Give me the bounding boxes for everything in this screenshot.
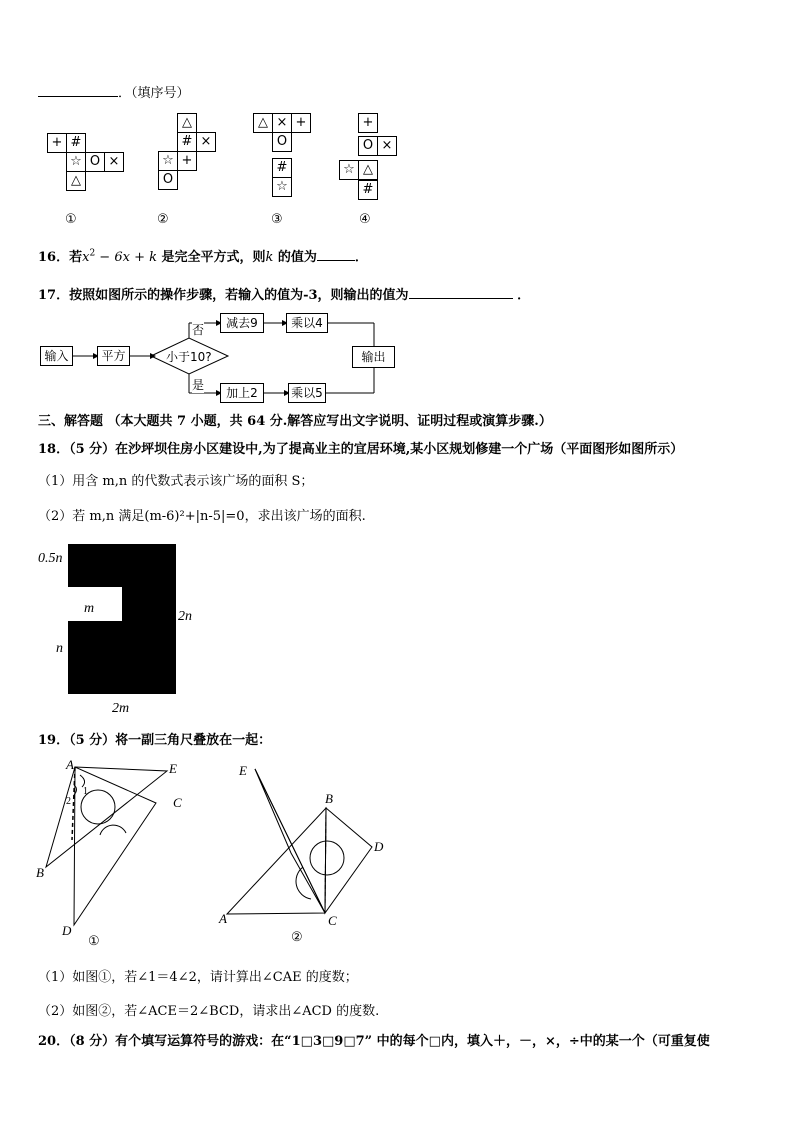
net-label: ④: [359, 212, 371, 227]
angle-2: 2: [66, 796, 71, 807]
net-cell: O: [272, 132, 292, 152]
q19-figure-1: [30, 755, 200, 950]
section-3-heading: 三、解答题 （本大题共 7 小题，共 64 分.解答应写出文字说明、证明过程或演算步骤.）: [38, 414, 552, 429]
q19-part2: （2）如图②，若∠ACE＝2∠BCD，请求出∠ACD 的度数.: [38, 1004, 380, 1019]
net-cell: △: [358, 160, 378, 180]
q18-part1: （1）用含 m,n 的代数式表示该广场的面积 S；: [38, 474, 314, 489]
point-a: A: [66, 757, 74, 772]
label-2m: 2m: [112, 701, 130, 716]
label-2n: 2n: [178, 609, 192, 624]
point-b: B: [325, 791, 333, 806]
label-0.5n: 0.5n: [38, 551, 63, 566]
flow-subtract-9: 减去9: [220, 313, 264, 333]
net-label: ②: [157, 212, 169, 227]
net-cell: O: [85, 152, 105, 172]
net-cell: ×: [272, 113, 292, 133]
point-c: C: [328, 913, 337, 928]
point-b: B: [36, 865, 44, 880]
flow-multiply-5: 乘以5: [288, 383, 326, 403]
net-cell: +: [358, 113, 378, 133]
net-cell: ☆: [158, 151, 178, 171]
flow-multiply-4: 乘以4: [286, 313, 328, 333]
net-cell: △: [66, 171, 86, 191]
flow-no-label: 否: [192, 323, 205, 337]
net-cell: △: [253, 113, 273, 133]
q20-text: 20．（8 分）有个填写运算符号的游戏：在“1□3□9□7” 中的每个□内，填入＋，－，×，÷中的某一个（可重复使: [38, 1034, 710, 1049]
q19-title: 19．（5 分）将一副三角尺叠放在一起：: [38, 733, 272, 748]
net-cell: O: [358, 136, 378, 156]
net-cell: ×: [104, 152, 124, 172]
figure-2-label: ②: [291, 929, 303, 944]
q19-part1: （1）如图①，若∠1＝4∠2，请计算出∠CAE 的度数；: [38, 970, 358, 985]
q18-title: 18．（5 分）在沙坪坝住房小区建设中,为了提高业主的宜居环境,某小区规划修建一个广场（平面图形如图所示）: [38, 442, 684, 457]
angle-1: 1: [83, 786, 88, 797]
net-cell: #: [272, 158, 292, 178]
net-cell: ×: [377, 136, 397, 156]
net-cell: ☆: [272, 177, 292, 197]
label-m: m: [84, 601, 95, 616]
net-cell: +: [47, 133, 67, 153]
net-cell: ☆: [339, 160, 359, 180]
flow-decision: 小于10?: [166, 350, 212, 364]
q16-line: 16．若$x^2 - 6x + k$ 是完全平方式，则k 的值为 ．: [38, 248, 368, 265]
point-a: A: [219, 911, 227, 926]
point-e: E: [239, 763, 247, 778]
q18-part2: （2）若 m,n 满足(m-6)²+|n-5|=0，求出该广场的面积.: [38, 509, 366, 524]
flow-add-2: 加上2: [220, 383, 264, 403]
point-d: D: [62, 923, 72, 938]
net-cell: +: [177, 151, 197, 171]
net-cell: ×: [196, 132, 216, 152]
figure-1-label: ①: [88, 933, 100, 948]
net-cell: +: [291, 113, 311, 133]
q17-line: 17．按照如图所示的操作步骤，若输入的值为-3，则输出的值为 ．: [38, 284, 530, 303]
flow-square: 平方: [97, 346, 130, 366]
label-n: n: [56, 641, 63, 656]
point-d: D: [374, 839, 384, 854]
flow-output: 输出: [352, 346, 395, 368]
point-c: C: [173, 795, 182, 810]
net-label: ③: [271, 212, 283, 227]
net-cell: ☆: [66, 152, 86, 172]
point-e: E: [169, 761, 177, 776]
q19-figure-2: [215, 755, 395, 950]
net-cell: #: [358, 180, 378, 200]
q15-tail: ．（填序号）: [118, 86, 190, 101]
net-cell: △: [177, 113, 197, 133]
flow-input: 输入: [40, 346, 73, 366]
net-cell: #: [66, 133, 86, 153]
q18-plaza-figure: [30, 540, 210, 720]
net-label: ①: [65, 212, 77, 227]
flow-yes-label: 是: [192, 378, 205, 392]
net-cell: O: [158, 170, 178, 190]
net-cell: #: [177, 132, 197, 152]
